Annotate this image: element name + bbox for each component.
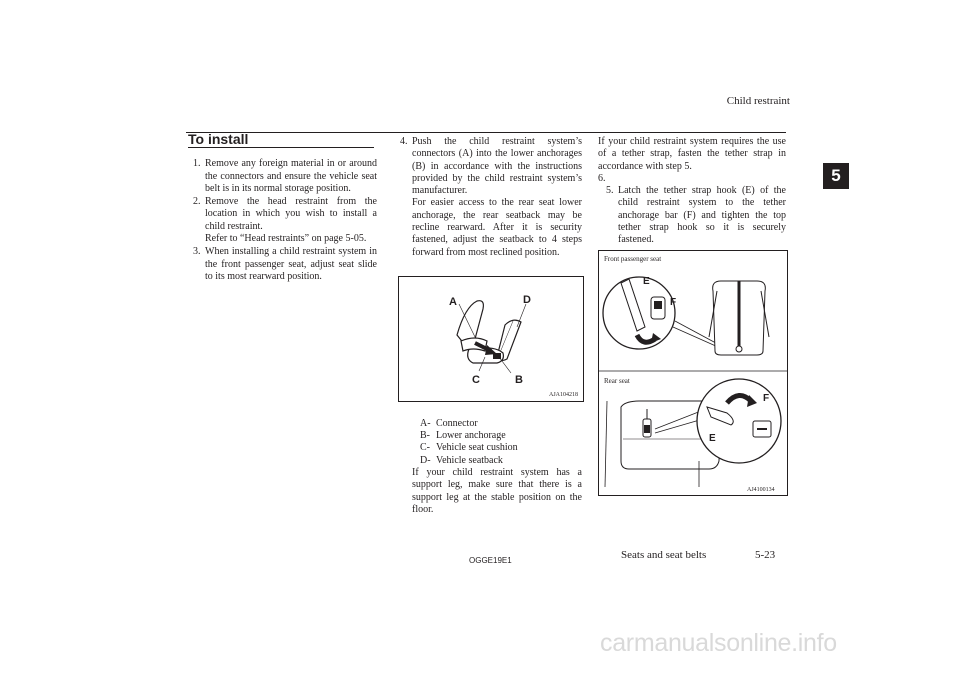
running-header: Child restraint xyxy=(726,95,790,107)
figure-lower-anchorage xyxy=(398,276,584,402)
step-text: Remove any foreign material in or around the connectors and ensure the vehicle seat belt is in its normal storage position. xyxy=(205,158,377,194)
section-title: To install xyxy=(188,133,374,148)
label-f-rear: F xyxy=(763,393,770,404)
step-text: Remove the head restraint from the location in which you wish to install a child restraint. xyxy=(205,196,377,232)
label-e-front: E xyxy=(643,276,650,287)
step-reference: Refer to “Head restraints” on page 5-05. xyxy=(205,233,367,245)
column-2 xyxy=(398,136,582,260)
caption-front: Front passenger seat xyxy=(604,255,662,263)
label-c: C xyxy=(472,374,480,386)
label-d: D xyxy=(523,294,531,306)
step-text: Latch the tether strap hook (E) of the child restraint system to the tether anchorage bar (F) and tighten the top tether strap hook so it is securely fastened. xyxy=(618,185,786,246)
column-1 xyxy=(188,131,377,284)
footer-section: Seats and seat belts xyxy=(621,549,707,561)
watermark: carmanualsonline.info xyxy=(600,629,837,657)
step-text: When installing a child restraint system in the front passenger seat, adjust seat slide to its most rearward position. xyxy=(205,246,377,282)
step-number: 2. xyxy=(193,196,201,208)
step-3 xyxy=(191,246,377,283)
label-a: A xyxy=(449,296,457,308)
legend-item: C- Vehicle seat cushion xyxy=(420,442,518,454)
column-3 xyxy=(598,136,786,248)
tether-illustration xyxy=(599,251,787,495)
figure-code: AJ4100134 xyxy=(747,487,775,493)
document-code: OGGE19E1 xyxy=(469,556,512,565)
step-2 xyxy=(191,196,377,245)
figure-legend xyxy=(420,418,518,467)
chapter-tab: 5 xyxy=(823,163,849,189)
label-b: B xyxy=(515,374,523,386)
label-e-rear: E xyxy=(709,433,716,444)
legend-item: D- Vehicle seatback xyxy=(420,454,503,466)
step-note: For easier access to the rear seat lower anchorage, the rear seatback may be recline rearward. After it is security fastened, adjust the seatback to 4 steps forward from most reclined position. xyxy=(412,197,582,258)
step-1 xyxy=(191,158,377,195)
tether-intro: If your child restraint system requires the use of a tether strap, fasten the tether strap in accordance with step 5. xyxy=(598,136,786,172)
page-number: 5-23 xyxy=(755,549,776,561)
step-number: 1. xyxy=(193,158,201,170)
step-number: 5. xyxy=(606,185,614,197)
step-number: 4. xyxy=(400,136,408,147)
figure-code: AJA104218 xyxy=(549,392,579,398)
step-text: Push the child restraint system’s connectors (A) into the lower anchorages (B) in accordance with the instructions provided by the child restraint system’s manufacturer. xyxy=(412,136,582,197)
seat-illustration xyxy=(399,277,583,401)
figure-tether-anchorage xyxy=(598,250,788,496)
support-leg-note: If your child restraint system has a support leg, make sure that there is a support leg at the stable position on the floor. xyxy=(412,467,582,515)
step-number: 3. xyxy=(193,246,201,258)
step-six: 6. xyxy=(598,172,606,184)
caption-rear: Rear seat xyxy=(604,377,630,385)
label-f-front: F xyxy=(670,297,677,308)
step-5 xyxy=(598,185,786,246)
legend-item: B- Lower anchorage xyxy=(420,430,506,442)
step-4 xyxy=(398,136,582,259)
legend-item: A- Connector xyxy=(420,418,478,429)
